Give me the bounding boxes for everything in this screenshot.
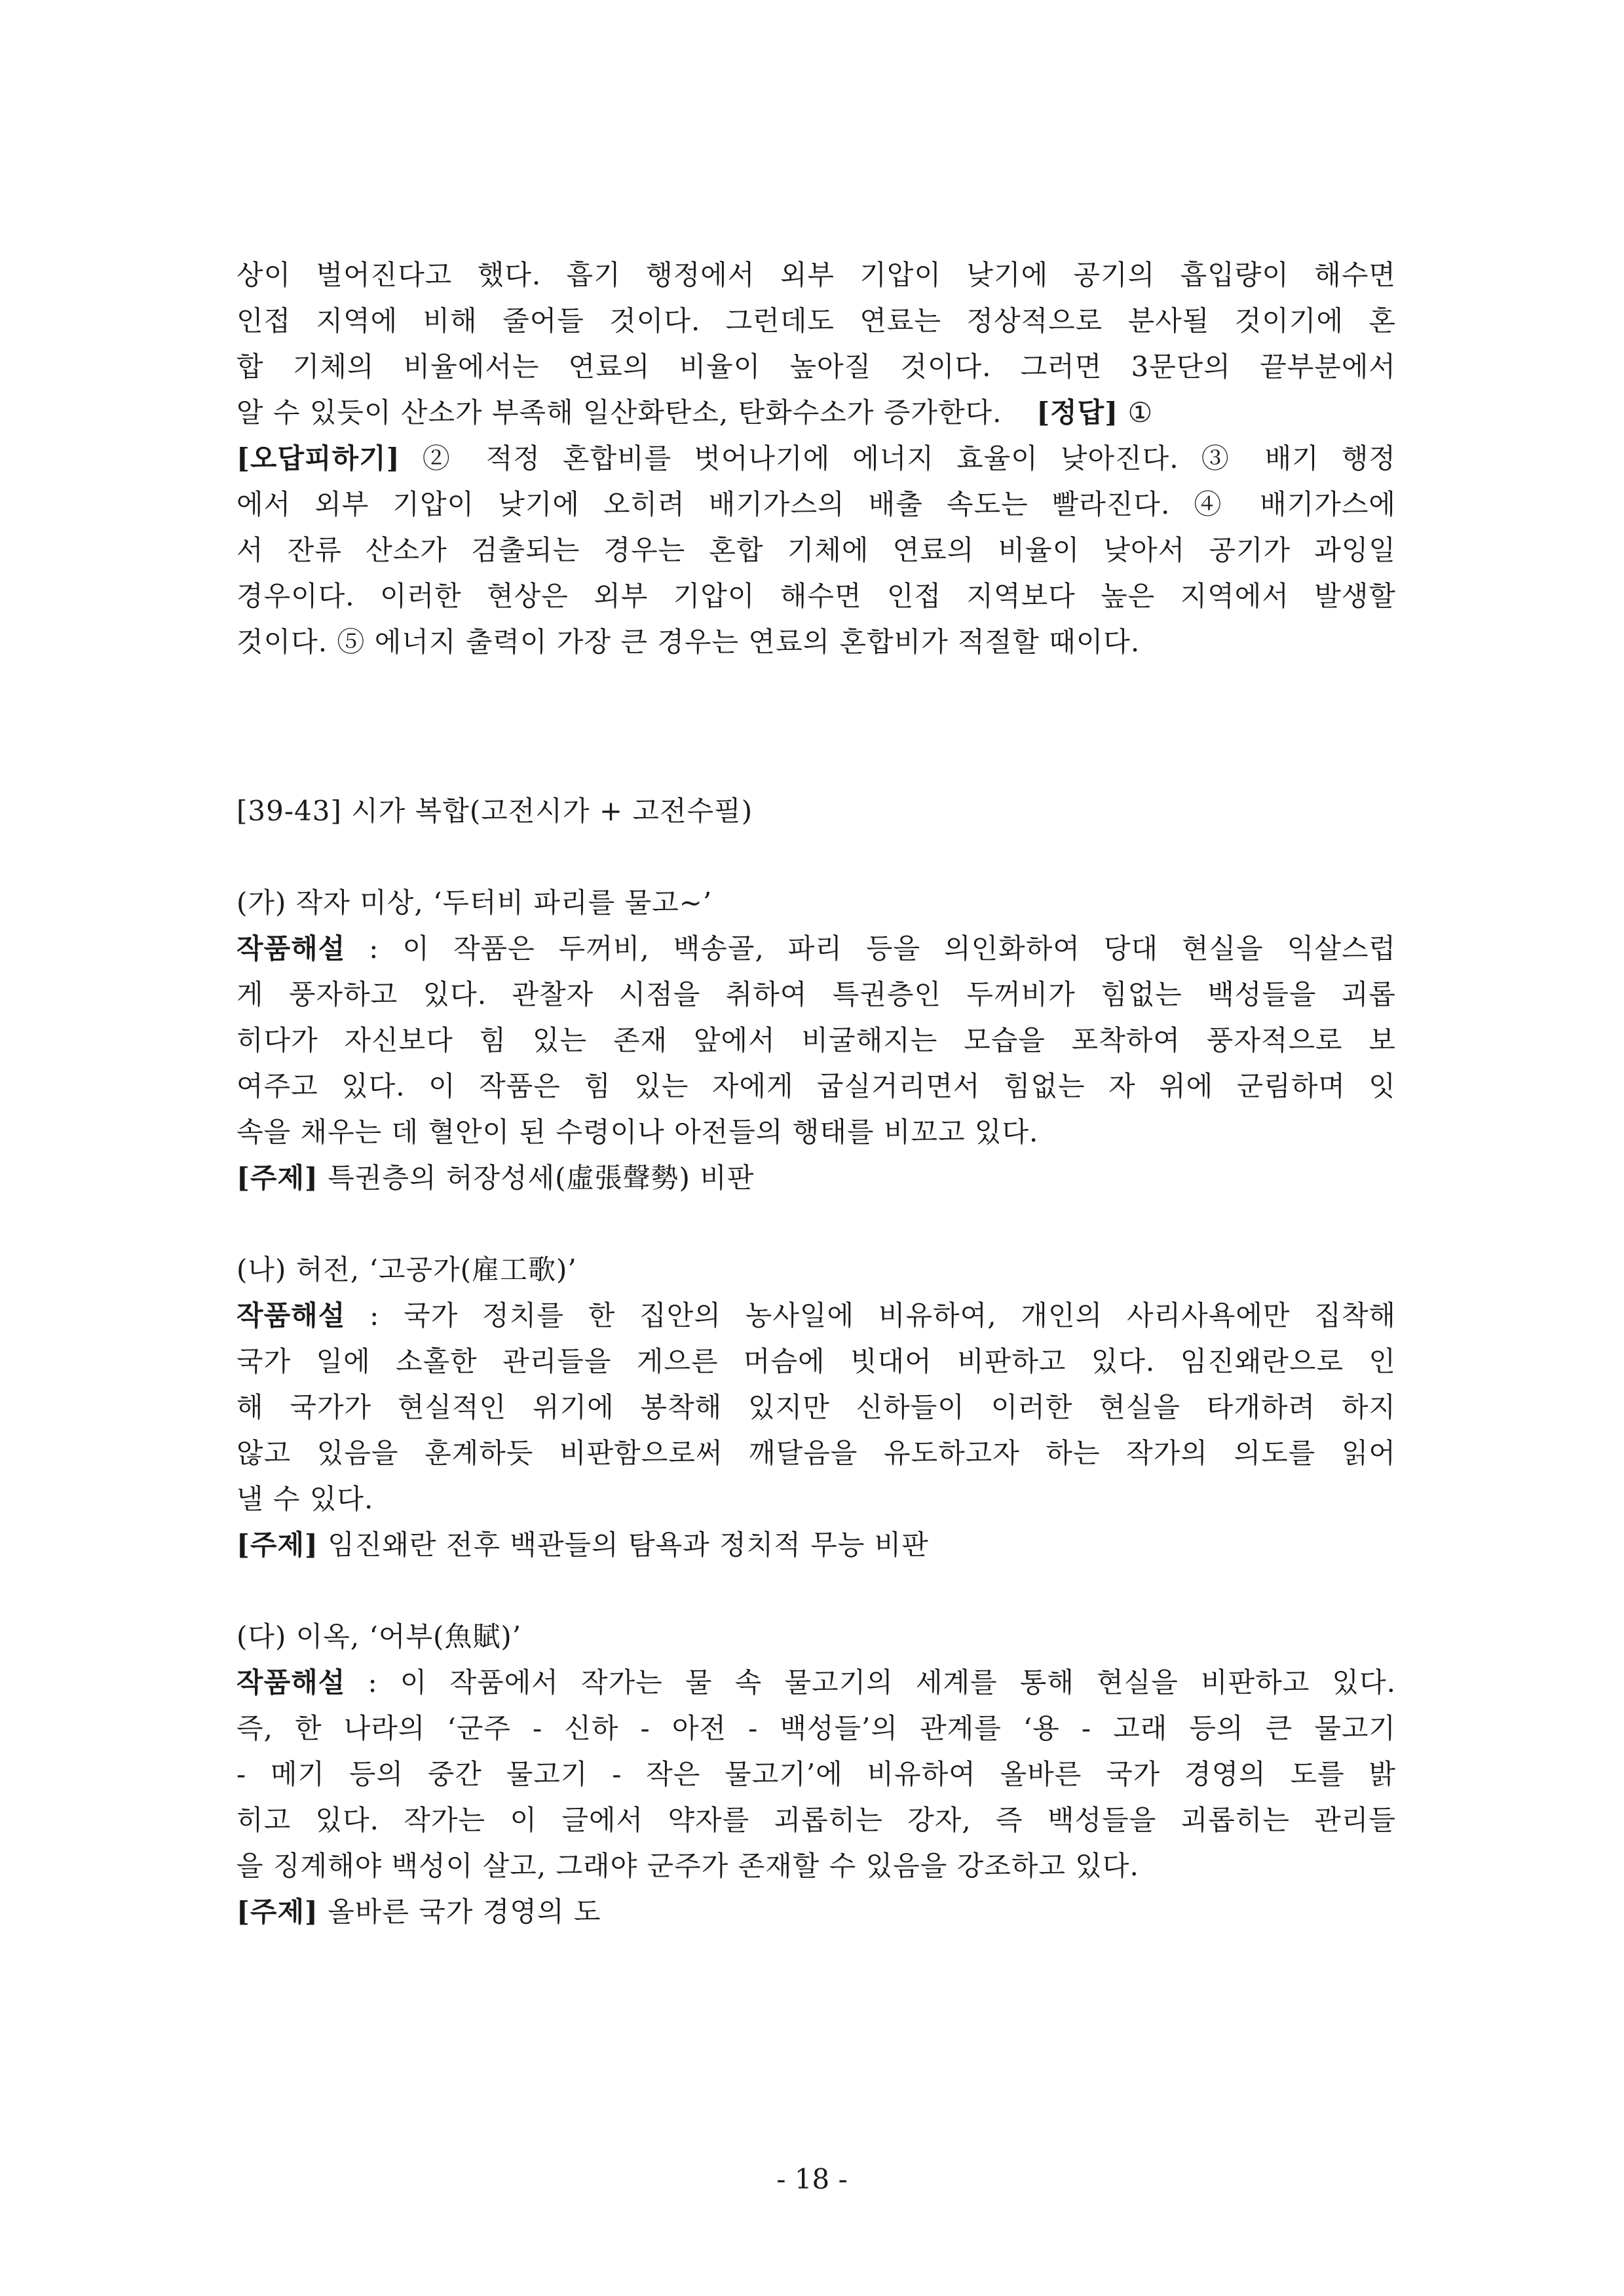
paragraph-line [236, 393, 1396, 432]
paragraph-text: : 이 작품은 두꺼비, 백송골, 파리 등을 의인화하여 당대 현실을 익살스럽 [345, 932, 1396, 965]
theme-line [236, 1892, 1396, 1932]
paragraph-text: : 이 작품에서 작가는 물 속 물고기의 세계를 통해 현실을 비판하고 있다. [345, 1666, 1396, 1698]
answer-label: [정답] [1036, 396, 1119, 429]
paragraph-text: ② 적정 혼합비를 벗어나기에 에너지 효율이 낮아진다. ③ 배기 행정 [422, 442, 1396, 474]
analysis-label: 작품해설 [236, 1666, 346, 1698]
theme-text: 특권층의 허장성세(虛張聲勢) 비판 [318, 1162, 755, 1194]
theme-text: 올바른 국가 경영의 도 [318, 1896, 601, 1928]
paragraph-line: 서 잔류 산소가 검출되는 경우는 혼합 기체에 연료의 비율이 낮아서 공기가 과잉일 [236, 534, 1396, 566]
paragraph-line: 국가 일에 소홀한 관리들을 게으른 머슴에 빗대어 비판하고 있다. 임진왜란으로 인 [236, 1345, 1396, 1377]
paragraph-line: 속을 채우는 데 혈안이 된 수령이나 아전들의 행태를 비꼬고 있다. [236, 1116, 1039, 1148]
paragraph-line: 경우이다. 이러한 현상은 외부 기압이 해수면 인접 지역보다 높은 지역에서 발생할 [236, 580, 1396, 612]
paragraph-text: : 국가 정치를 한 집안의 농사일에 비유하여, 개인의 사리사욕에만 집착해 [345, 1299, 1396, 1331]
paragraph-line: 인접 지역에 비해 줄어들 것이다. 그런데도 연료는 정상적으로 분사될 것이기에 혼 [236, 305, 1396, 337]
paragraph-line: 을 징계해야 백성이 살고, 그래야 군주가 존재할 수 있음을 강조하고 있다. [236, 1850, 1139, 1882]
theme-label: [주제] [236, 1529, 318, 1561]
analysis-label: 작품해설 [236, 932, 346, 965]
paragraph-line: 여주고 있다. 이 작품은 힘 있는 자에게 굽실거리면서 힘없는 자 위에 군림하며 잇 [236, 1070, 1396, 1102]
theme-label: [주제] [236, 1162, 318, 1194]
wrong-answer-label: [오답피하기] [236, 442, 400, 474]
theme-line [236, 1525, 1396, 1565]
paragraph-line: 에서 외부 기압이 낮기에 오히려 배기가스의 배출 속도는 빨라진다. ④ 배기가스에 [236, 488, 1396, 520]
theme-text: 임진왜란 전후 백관들의 탐욕과 정치적 무능 비판 [318, 1529, 929, 1561]
analysis-label: 작품해설 [236, 1299, 346, 1331]
work-heading: (나) 허전, ‘고공가(雇工歌)’ [236, 1253, 577, 1286]
theme-label: [주제] [236, 1896, 318, 1928]
paragraph-line: - 메기 등의 중간 물고기 - 작은 물고기’에 비유하여 올바른 국가 경영의 도를 밝 [236, 1758, 1396, 1790]
paragraph-line: 해 국가가 현실적인 위기에 봉착해 있지만 신하들이 이러한 현실을 타개하려 하지 [236, 1391, 1396, 1423]
paragraph-line: 게 풍자하고 있다. 관찰자 시점을 취하여 특권층인 두꺼비가 힘없는 백성들을 괴롭 [236, 978, 1396, 1010]
paragraph-line [236, 1663, 1396, 1702]
paragraph-line: 상이 벌어진다고 했다. 흡기 행정에서 외부 기압이 낮기에 공기의 흡입량이 해수면 [236, 259, 1396, 291]
work-heading: (다) 이옥, ‘어부(魚賦)’ [236, 1620, 522, 1653]
paragraph-line: 즉, 한 나라의 ‘군주 - 신하 - 아전 - 백성들’의 관계를 ‘용 - 고래 등의 큰 물고기 [236, 1712, 1396, 1744]
paragraph-line [236, 1296, 1396, 1335]
paragraph-line [236, 439, 1396, 478]
section-title: [39-43] 시가 복합(고전시가 + 고전수필) [236, 795, 753, 827]
paragraph-line [236, 929, 1396, 968]
paragraph-line: 히고 있다. 작가는 이 글에서 약자를 괴롭히는 강자, 즉 백성들을 괴롭히는 관리들 [236, 1804, 1396, 1836]
paragraph-text: 알 수 있듯이 산소가 부족해 일산화탄소, 탄화수소가 증가한다. [236, 396, 1002, 429]
paragraph-line: 합 기체의 비율에서는 연료의 비율이 높아질 것이다. 그러면 3문단의 끝부분에서 [236, 351, 1396, 383]
page-number: - 18 - [776, 2163, 848, 2195]
paragraph-line: 것이다. ⑤ 에너지 출력이 가장 큰 경우는 연료의 혼합비가 적절할 때이다. [236, 626, 1141, 658]
paragraph-line: 낼 수 있다. [236, 1483, 374, 1515]
answer-value: ① [1127, 396, 1154, 429]
theme-line [236, 1158, 1396, 1198]
paragraph-line: 히다가 자신보다 힘 있는 존재 앞에서 비굴해지는 모습을 포착하여 풍자적으로 보 [236, 1024, 1396, 1056]
work-heading: (가) 작자 미상, ‘두터비 파리를 물고~’ [236, 887, 713, 919]
paragraph-line: 않고 있음을 훈계하듯 비판함으로써 깨달음을 유도하고자 하는 작가의 의도를 읽어 [236, 1437, 1396, 1469]
